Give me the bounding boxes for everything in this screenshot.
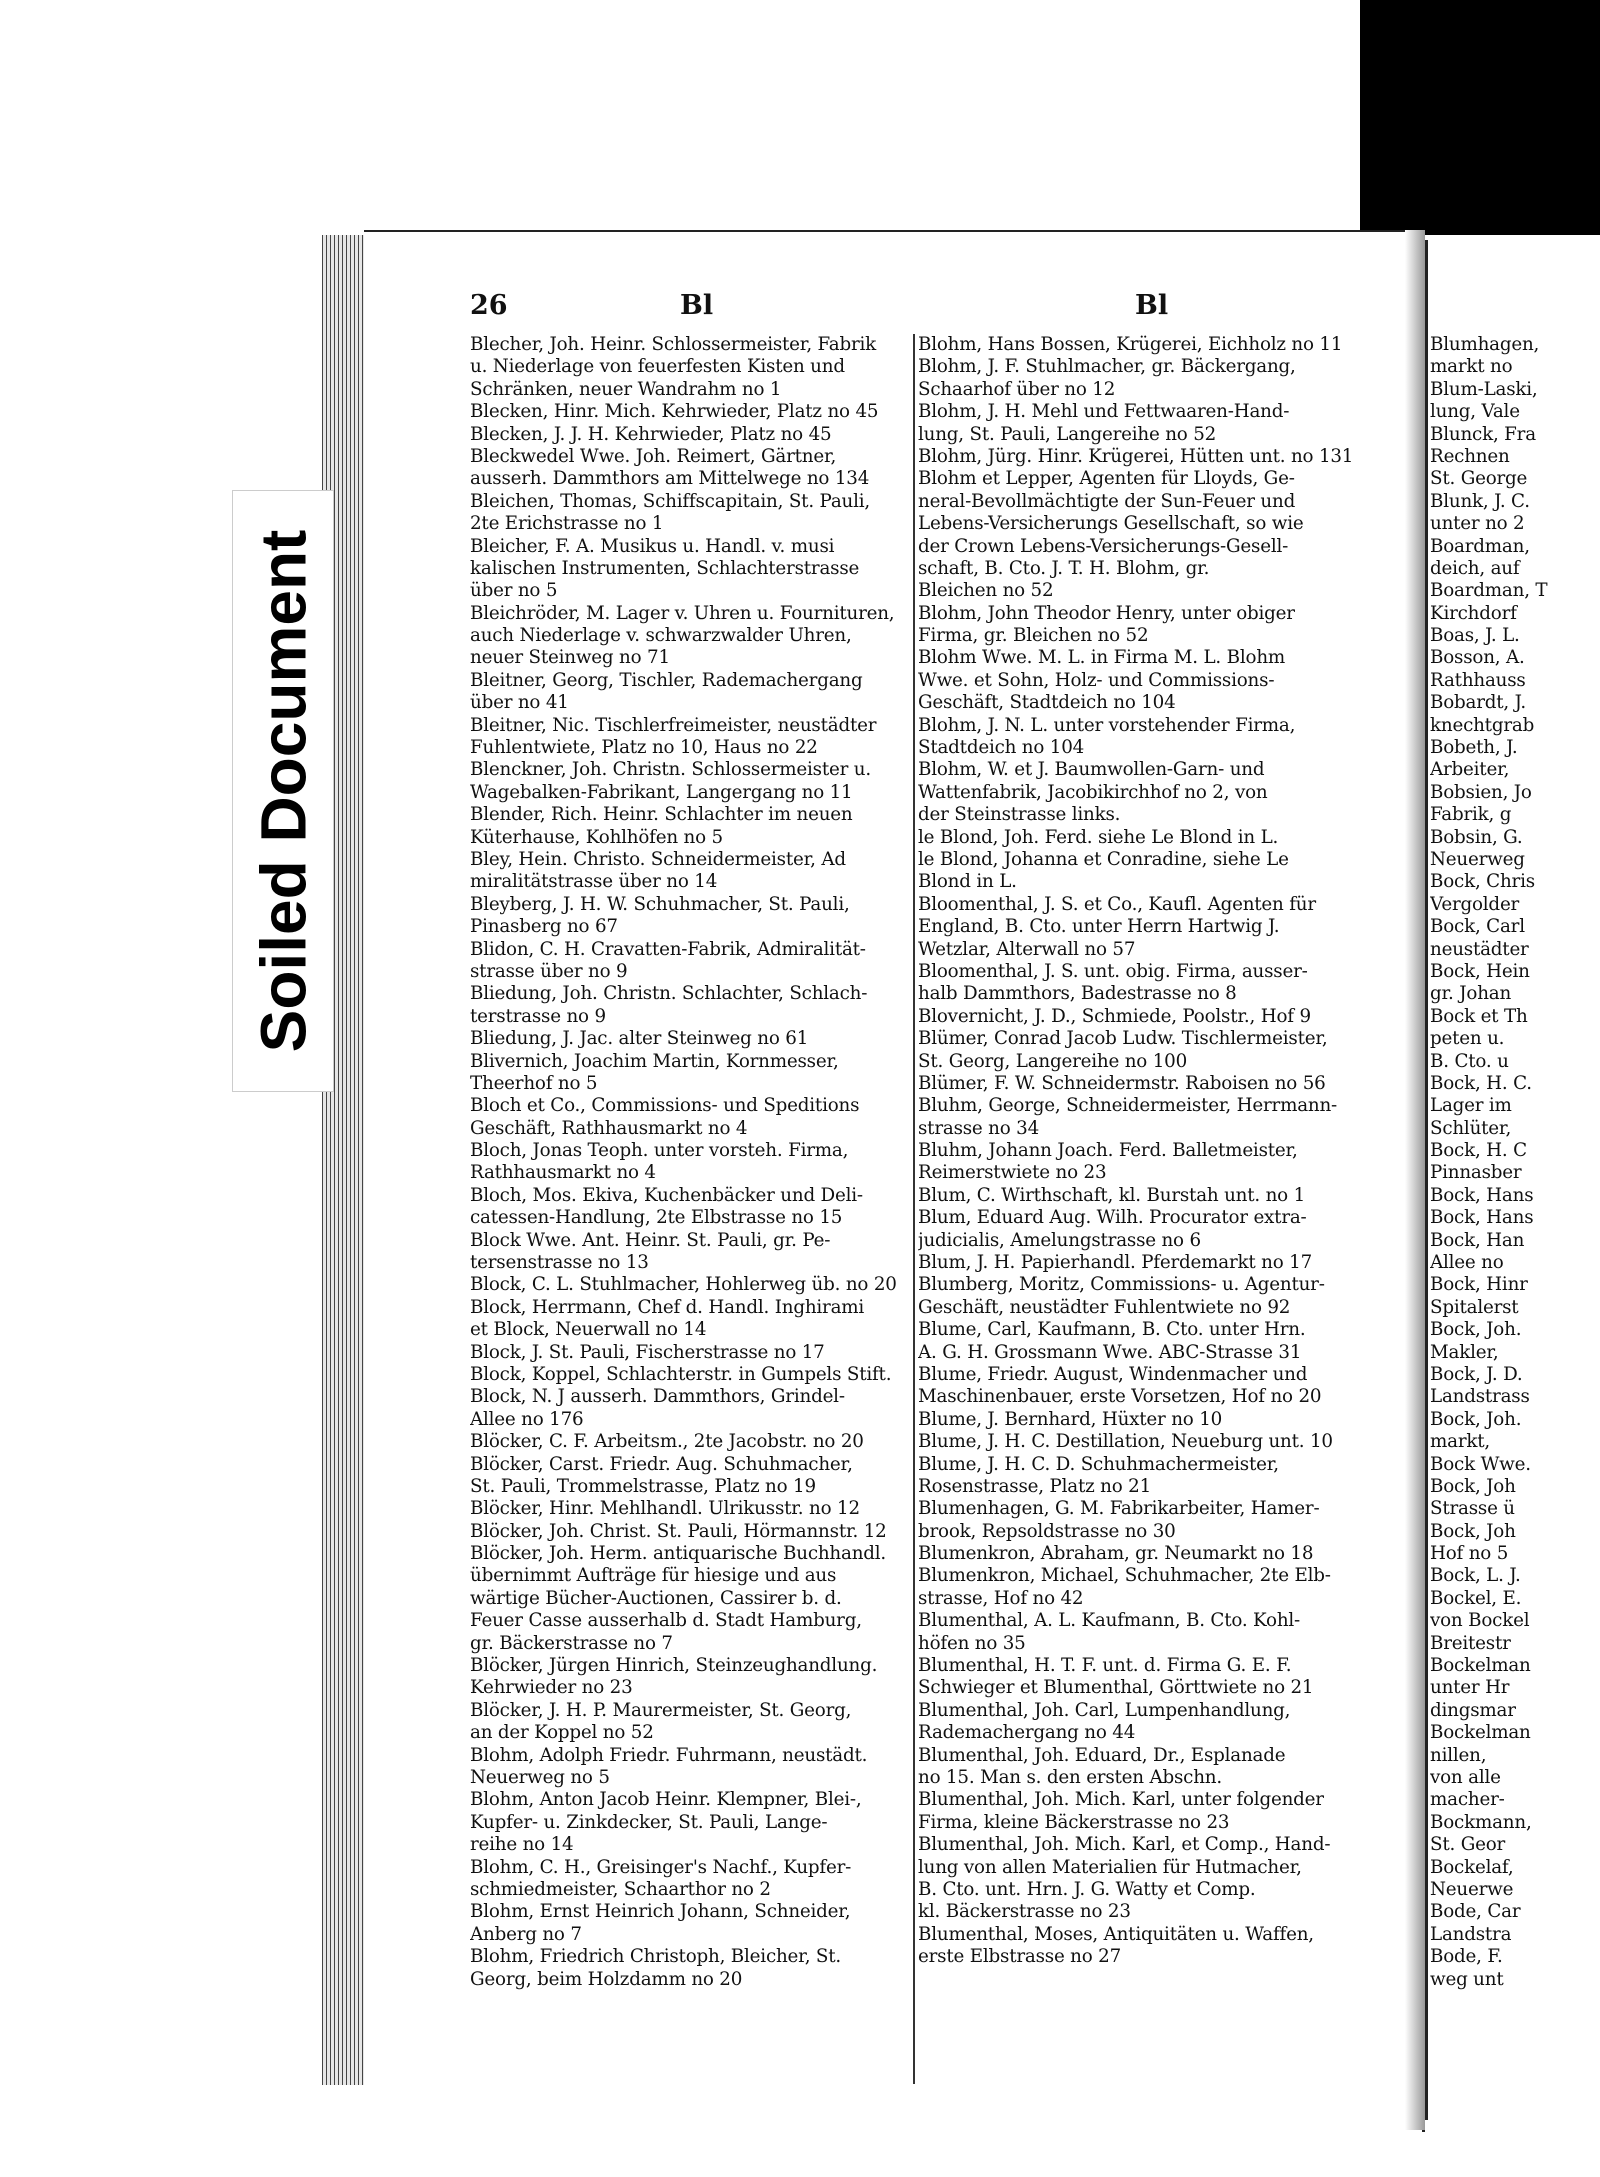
directory-entry-line: Blohm et Lepper, Agenten für Lloyds, Ge-	[918, 468, 1295, 490]
directory-entry-line: Blumenthal, Joh. Carl, Lumpenhandlung,	[918, 1699, 1291, 1721]
directory-entry-line: Bluhm, Johann Joach. Ferd. Balletmeister,	[918, 1140, 1298, 1162]
directory-entry-line: über no 5	[470, 580, 558, 602]
directory-entry-line: Fabrik, g	[1430, 804, 1512, 826]
directory-entry-line: Blumenhagen, G. M. Fabrikarbeiter, Hamer-	[918, 1498, 1320, 1520]
directory-entry-line: Blumenthal, A. L. Kaufmann, B. Cto. Kohl-	[918, 1610, 1301, 1632]
directory-entry-line: Neuerwe	[1430, 1878, 1514, 1900]
directory-entry-line: unter Hr	[1430, 1677, 1510, 1699]
directory-entry-line: tersenstrasse no 13	[470, 1252, 649, 1274]
directory-entry-line: Blohm, Anton Jacob Heinr. Klempner, Blei-,	[470, 1789, 862, 1811]
directory-entry-line: Kirchdorf	[1430, 602, 1517, 624]
directory-entry-line: Wwe. et Sohn, Holz- und Commissions-	[918, 669, 1275, 691]
directory-entry-line: Block, Koppel, Schlachterstr. in Gumpels Stift.	[470, 1363, 892, 1385]
directory-entry-line: Blecher, Joh. Heinr. Schlossermeister, Fabrik	[470, 334, 877, 355]
scanner-black-edge	[1360, 0, 1600, 235]
directory-entry-line: u. Niederlage von feuerfesten Kisten und	[470, 356, 845, 378]
directory-column-facing-page	[1430, 334, 1600, 1991]
directory-entry-line: Bleicher, F. A. Musikus u. Handl. v. musi	[470, 535, 835, 557]
directory-entry-line: Schwieger et Blumenthal, Görttwiete no 21	[918, 1677, 1314, 1699]
directory-entry-line: Blond in L.	[918, 871, 1017, 893]
directory-entry-line: markt no	[1430, 356, 1513, 378]
directory-entry-line: Blumenthal, Joh. Mich. Karl, unter folgender	[918, 1789, 1324, 1811]
directory-entry-line: B. Cto. unt. Hrn. J. G. Watty et Comp.	[918, 1878, 1256, 1900]
directory-entry-line: Bock, Hein	[1430, 960, 1530, 982]
directory-entry-line: Schaarhof über no 12	[918, 378, 1116, 400]
directory-entry-line: Blöcker, C. F. Arbeitsm., 2te Jacobstr. no 20	[470, 1431, 864, 1453]
directory-entry-line: Georg, beim Holzdamm no 20	[470, 1968, 743, 1990]
directory-entry-line: schaft, B. Cto. J. T. H. Blohm, gr.	[918, 557, 1210, 579]
directory-entry-line: strasse, Hof no 42	[918, 1587, 1084, 1609]
directory-entry-line: Blohm, J. H. Mehl und Fettwaaren-Hand-	[918, 401, 1290, 423]
directory-entry-line: Bock, Chris	[1430, 871, 1535, 893]
directory-entry-line: Kehrwieder no 23	[470, 1677, 633, 1699]
directory-entry-line: strasse no 34	[918, 1117, 1040, 1139]
directory-entry-line: Boardman, T	[1430, 580, 1548, 602]
directory-entry-line: Bliedung, Joh. Christn. Schlachter, Schlach-	[470, 983, 868, 1005]
directory-entry-line: Bliedung, J. Jac. alter Steinweg no 61	[470, 1028, 809, 1050]
directory-entry-line: Theerhof no 5	[470, 1072, 598, 1094]
directory-entry-line: Geschäft, neustädter Fuhlentwiete no 92	[918, 1296, 1291, 1318]
directory-entry-line: Makler,	[1430, 1341, 1499, 1363]
directory-entry-line: Bloomenthal, J. S. unt. obig. Firma, ausser-	[918, 960, 1308, 982]
directory-entry-line: Blumhagen,	[1430, 334, 1540, 355]
directory-entry-line: Bock, Carl	[1430, 916, 1525, 938]
directory-entry-line: macher-	[1430, 1789, 1505, 1811]
directory-entry-line: Blohm, W. et J. Baumwollen-Garn- und	[918, 759, 1265, 781]
directory-entry-line: Breitestr	[1430, 1632, 1511, 1654]
directory-entry-line: von Bockel	[1430, 1610, 1530, 1632]
directory-entry-line: Bobsien, Jo	[1430, 781, 1532, 803]
directory-entry-line: dingsmar	[1430, 1699, 1516, 1721]
directory-entry-line: England, B. Cto. unter Herrn Hartwig J.	[918, 916, 1280, 938]
directory-entry-line: Bock, Hans	[1430, 1207, 1534, 1229]
directory-entry-line: Spitalerst	[1430, 1296, 1519, 1318]
directory-entry-line: Hof no 5	[1430, 1543, 1509, 1565]
directory-entry-line: peten u.	[1430, 1028, 1505, 1050]
directory-entry-line: neral-Bevollmächtigte der Sun-Feuer und	[918, 490, 1296, 512]
directory-entry-line: Block, J. St. Pauli, Fischerstrasse no 17	[470, 1341, 825, 1363]
directory-entry-line: Bluhm, George, Schneidermeister, Herrmann-	[918, 1095, 1338, 1117]
directory-entry-line: Blumenthal, Moses, Antiquitäten u. Waffen,	[918, 1923, 1314, 1945]
directory-entry-line: Bloomenthal, J. S. et Co., Kaufl. Agenten für	[918, 893, 1316, 915]
directory-entry-line: B. Cto. u	[1430, 1050, 1509, 1072]
directory-entry-line: Blume, J. Bernhard, Hüxter no 10	[918, 1408, 1223, 1430]
directory-entry-line: Blum, J. H. Papierhandl. Pferdemarkt no 17	[918, 1252, 1313, 1274]
directory-entry-line: Bock et Th	[1430, 1005, 1528, 1027]
directory-entry-line: Bley, Hein. Christo. Schneidermeister, Ad	[470, 848, 846, 870]
directory-entry-line: der Crown Lebens-Versicherungs-Gesell-	[918, 535, 1289, 557]
column-divider	[913, 334, 915, 2084]
directory-entry-line: lung, Vale	[1430, 401, 1520, 423]
book-spine	[1405, 230, 1425, 2130]
directory-entry-line: deich, auf	[1430, 557, 1520, 579]
directory-entry-line: Wetzlar, Alterwall no 57	[918, 938, 1136, 960]
directory-entry-line: Bockelman	[1430, 1655, 1531, 1677]
directory-entry-line: unter no 2	[1430, 513, 1525, 535]
directory-entry-line: Pinnasber	[1430, 1162, 1522, 1184]
directory-entry-line: Reimerstwiete no 23	[918, 1162, 1107, 1184]
directory-entry-line: Blecken, J. J. H. Kehrwieder, Platz no 45	[470, 423, 832, 445]
directory-entry-line: kalischen Instrumenten, Schlachterstrasse	[470, 557, 860, 579]
directory-entry-line: catessen-Handlung, 2te Elbstrasse no 15	[470, 1207, 843, 1229]
directory-entry-line: Bock, Joh	[1430, 1520, 1516, 1542]
directory-entry-line: 2te Erichstrasse no 1	[470, 513, 664, 535]
directory-entry-line: Bleitner, Nic. Tischlerfreimeister, neustädter	[470, 714, 877, 736]
directory-entry-line: Blohm, C. H., Greisinger's Nachf., Kupfer-	[470, 1856, 852, 1878]
directory-entry-line: Anberg no 7	[470, 1923, 582, 1945]
directory-entry-line: höfen no 35	[918, 1632, 1026, 1654]
directory-entry-line: Blume, J. H. C. Destillation, Neueburg unt. 10	[918, 1431, 1333, 1453]
directory-entry-line: Rathhauss	[1430, 669, 1526, 691]
directory-entry-line: Bock, H. C	[1430, 1140, 1527, 1162]
directory-entry-line: Bleichen, Thomas, Schiffscapitain, St. Pauli,	[470, 490, 871, 512]
directory-entry-line: Block, C. L. Stuhlmacher, Hohlerweg üb. no 20	[470, 1274, 897, 1296]
directory-entry-line: Bock, Joh	[1430, 1475, 1516, 1497]
directory-entry-line: St. Pauli, Trommelstrasse, Platz no 19	[470, 1475, 816, 1497]
directory-entry-line: Boas, J. L.	[1430, 625, 1520, 647]
directory-entry-line: Rosenstrasse, Platz no 21	[918, 1475, 1152, 1497]
directory-entry-line: Landstrass	[1430, 1386, 1530, 1408]
directory-entry-line: St. Georg, Langereihe no 100	[918, 1050, 1188, 1072]
directory-entry-line: Blumenthal, Joh. Eduard, Dr., Esplanade	[918, 1744, 1286, 1766]
directory-entry-line: Bock Wwe.	[1430, 1453, 1531, 1475]
directory-entry-line: Wagebalken-Fabrikant, Langergang no 11	[470, 781, 853, 803]
soiled-document-stamp	[232, 490, 334, 1092]
directory-entry-line: Bock, H. C.	[1430, 1072, 1532, 1094]
directory-entry-line: Bockmann,	[1430, 1811, 1532, 1833]
directory-entry-line: schmiedmeister, Schaarthor no 2	[470, 1878, 771, 1900]
directory-entry-line: Blöcker, J. H. P. Maurermeister, St. Georg,	[470, 1699, 852, 1721]
directory-entry-line: über no 41	[470, 692, 569, 714]
directory-entry-line: Blöcker, Carst. Friedr. Aug. Schuhmacher,	[470, 1453, 853, 1475]
directory-column-middle	[918, 334, 1366, 1969]
directory-entry-line: Blunk, J. C.	[1430, 490, 1530, 512]
directory-entry-line: Blumenkron, Abraham, gr. Neumarkt no 18	[918, 1543, 1314, 1565]
left-column-heading: Bl	[680, 290, 714, 321]
directory-entry-line: Bleyberg, J. H. W. Schuhmacher, St. Pauli,	[470, 893, 850, 915]
directory-entry-line: Blender, Rich. Heinr. Schlachter im neuen	[470, 804, 853, 826]
directory-entry-line: Allee no	[1430, 1252, 1504, 1274]
directory-entry-line: Feuer Casse ausserhalb d. Stadt Hamburg,	[470, 1610, 862, 1632]
directory-entry-line: Blecken, Hinr. Mich. Kehrwieder, Platz no 45	[470, 401, 879, 423]
directory-entry-line: Rechnen	[1430, 445, 1510, 467]
directory-entry-line: Blumberg, Moritz, Commissions- u. Agentur-	[918, 1274, 1325, 1296]
directory-entry-line: Blume, Carl, Kaufmann, B. Cto. unter Hrn.	[918, 1319, 1306, 1341]
directory-entry-line: Allee no 176	[470, 1408, 584, 1430]
directory-entry-line: nillen,	[1430, 1744, 1487, 1766]
directory-entry-line: Blöcker, Joh. Herm. antiquarische Buchhandl.	[470, 1543, 887, 1565]
directory-entry-line: Blidon, C. H. Cravatten-Fabrik, Admiralität-	[470, 938, 866, 960]
directory-entry-line: Blume, Friedr. August, Windenmacher und	[918, 1363, 1308, 1385]
directory-entry-line: auch Niederlage v. schwarzwalder Uhren,	[470, 625, 852, 647]
directory-entry-line: no 15. Man s. den ersten Abschn.	[918, 1767, 1222, 1788]
directory-entry-line: Firma, gr. Bleichen no 52	[918, 625, 1149, 647]
stamp-label: Soiled Document	[247, 529, 319, 1053]
directory-entry-line: Blohm, Ernst Heinrich Johann, Schneider,	[470, 1901, 851, 1923]
directory-entry-line: Blohm, J. F. Stuhlmacher, gr. Bäckergang,	[918, 356, 1296, 378]
directory-entry-line: terstrasse no 9	[470, 1005, 606, 1027]
directory-entry-line: Bloch et Co., Commissions- und Speditions	[470, 1095, 860, 1117]
directory-entry-line: Block Wwe. Ant. Heinr. St. Pauli, gr. Pe-	[470, 1229, 831, 1251]
directory-entry-line: erste Elbstrasse no 27	[918, 1946, 1122, 1968]
directory-entry-line: Lebens-Versicherungs Gesellschaft, so wie	[918, 513, 1304, 535]
directory-entry-line: Bock, Joh.	[1430, 1319, 1522, 1341]
directory-entry-line: Blöcker, Hinr. Mehlhandl. Ulrikusstr. no 12	[470, 1498, 860, 1520]
directory-entry-line: Blöcker, Joh. Christ. St. Pauli, Hörmannstr. 12	[470, 1520, 887, 1542]
directory-entry-line: Bock, J. D.	[1430, 1363, 1523, 1385]
directory-entry-line: Küterhause, Kohlhöfen no 5	[470, 826, 723, 848]
directory-entry-line: Blumenthal, Joh. Mich. Karl, et Comp., Hand-	[918, 1834, 1331, 1856]
directory-entry-line: Maschinenbauer, erste Vorsetzen, Hof no 20	[918, 1386, 1322, 1408]
directory-entry-line: A. G. H. Grossmann Wwe. ABC-Strasse 31	[918, 1341, 1302, 1363]
directory-entry-line: St. George	[1430, 468, 1528, 490]
directory-entry-line: neuer Steinweg no 71	[470, 647, 670, 669]
directory-entry-line: Blohm, Friedrich Christoph, Bleicher, St.	[470, 1946, 842, 1968]
directory-entry-line: Blohm, Jürg. Hinr. Krügerei, Hütten unt. no 131	[918, 445, 1354, 467]
directory-entry-line: Bobsin, G.	[1430, 826, 1523, 848]
directory-entry-line: Stadtdeich no 104	[918, 737, 1085, 759]
directory-entry-line: Blohm, Hans Bossen, Krügerei, Eichholz no 11	[918, 334, 1343, 355]
directory-entry-line: Blohm, J. N. L. unter vorstehender Firma,	[918, 714, 1296, 736]
directory-entry-line: Geschäft, Rathhausmarkt no 4	[470, 1117, 748, 1139]
directory-entry-line: von alle	[1430, 1767, 1501, 1788]
directory-entry-line: Bobardt, J.	[1430, 692, 1526, 714]
directory-entry-line: halb Dammthors, Badestrasse no 8	[918, 983, 1237, 1005]
directory-entry-line: Bock, L. J.	[1430, 1565, 1521, 1587]
directory-entry-line: Schränken, neuer Wandrahm no 1	[470, 378, 782, 400]
directory-entry-line: Lager im	[1430, 1095, 1512, 1117]
directory-entry-line: der Steinstrasse links.	[918, 804, 1121, 826]
directory-entry-line: Blum, Eduard Aug. Wilh. Procurator extra-	[918, 1207, 1307, 1229]
directory-entry-line: Blovernicht, J. D., Schmiede, Poolstr., Hof 9	[918, 1005, 1311, 1027]
directory-entry-line: Blümer, Conrad Jacob Ludw. Tischlermeister,	[918, 1028, 1328, 1050]
directory-entry-line: an der Koppel no 52	[470, 1722, 654, 1744]
directory-entry-line: Neuerweg	[1430, 848, 1525, 870]
directory-entry-line: Bock, Han	[1430, 1229, 1525, 1251]
directory-entry-line: Bloch, Jonas Teoph. unter vorsteh. Firma,	[470, 1140, 849, 1162]
directory-entry-line: markt,	[1430, 1431, 1491, 1453]
directory-entry-line: Block, N. J ausserh. Dammthors, Grindel-	[470, 1386, 845, 1408]
directory-entry-line: Bock, Joh.	[1430, 1408, 1522, 1430]
directory-entry-line: Blumenkron, Michael, Schuhmacher, 2te Elb-	[918, 1565, 1331, 1587]
directory-entry-line: Bock, Hans	[1430, 1184, 1534, 1206]
right-column-heading: Bl	[1135, 290, 1169, 321]
directory-entry-line: gr. Johan	[1430, 983, 1512, 1005]
directory-entry-line: Bleckwedel Wwe. Joh. Reimert, Gärtner,	[470, 445, 837, 467]
directory-entry-line: Blunck, Fra	[1430, 423, 1536, 445]
directory-entry-line: weg unt	[1430, 1968, 1504, 1990]
directory-entry-line: Arbeiter,	[1430, 759, 1510, 781]
directory-entry-line: ausserh. Dammthors am Mittelwege no 134	[470, 468, 870, 490]
directory-entry-line: Blenckner, Joh. Christn. Schlossermeister u.	[470, 759, 871, 781]
directory-entry-line: Blum-Laski,	[1430, 378, 1538, 400]
directory-entry-line: Neuerweg no 5	[470, 1767, 610, 1788]
directory-entry-line: miralitätstrasse über no 14	[470, 871, 718, 893]
directory-entry-line: Bode, Car	[1430, 1901, 1521, 1923]
directory-entry-line: Bleichröder, M. Lager v. Uhren u. Fournituren,	[470, 602, 895, 624]
directory-entry-line: strasse über no 9	[470, 960, 628, 982]
directory-entry-line: Blohm, John Theodor Henry, unter obiger	[918, 602, 1295, 624]
directory-entry-line: neustädter	[1430, 938, 1529, 960]
directory-entry-line: Wattenfabrik, Jacobikirchhof no 2, von	[918, 781, 1268, 803]
directory-entry-line: Boardman,	[1430, 535, 1530, 557]
directory-entry-line: knechtgrab	[1430, 714, 1535, 736]
directory-entry-line: Bode, F.	[1430, 1946, 1503, 1968]
directory-entry-line: St. Geor	[1430, 1834, 1506, 1856]
directory-entry-line: Bockelaf,	[1430, 1856, 1514, 1878]
directory-entry-line: le Blond, Johanna et Conradine, siehe Le	[918, 848, 1289, 870]
directory-entry-line: Fuhlentwiete, Platz no 10, Haus no 22	[470, 737, 818, 759]
directory-entry-line: lung von allen Materialien für Hutmacher,	[918, 1856, 1302, 1878]
directory-entry-line: kl. Bäckerstrasse no 23	[918, 1901, 1131, 1923]
directory-entry-line: Blohm Wwe. M. L. in Firma M. L. Blohm	[918, 647, 1286, 669]
directory-entry-line: Kupfer- u. Zinkdecker, St. Pauli, Lange-	[470, 1811, 828, 1833]
directory-entry-line: Bockel, E.	[1430, 1587, 1522, 1609]
directory-entry-line: Blum, C. Wirthschaft, kl. Burstah unt. no 1	[918, 1184, 1306, 1206]
directory-entry-line: Strasse ü	[1430, 1498, 1515, 1520]
directory-entry-line: brook, Repsoldstrasse no 30	[918, 1520, 1176, 1542]
directory-entry-line: Blümer, F. W. Schneidermstr. Raboisen no 56	[918, 1072, 1326, 1094]
directory-entry-line: Geschäft, Stadtdeich no 104	[918, 692, 1176, 714]
directory-entry-line: Blumenthal, H. T. F. unt. d. Firma G. E. F.	[918, 1655, 1292, 1677]
directory-entry-line: Bosson, A.	[1430, 647, 1525, 669]
directory-entry-line: Vergolder	[1430, 893, 1520, 915]
directory-entry-line: Landstra	[1430, 1923, 1512, 1945]
directory-entry-line: übernimmt Aufträge für hiesige und aus	[470, 1565, 837, 1587]
directory-entry-line: Pinasberg no 67	[470, 916, 618, 938]
directory-entry-line: Rathhausmarkt no 4	[470, 1162, 656, 1184]
directory-entry-line: judicialis, Amelungstrasse no 6	[918, 1229, 1201, 1251]
directory-entry-line: Block, Herrmann, Chef d. Handl. Inghirami	[470, 1296, 865, 1318]
directory-entry-line: reihe no 14	[470, 1834, 574, 1856]
directory-entry-line: Blume, J. H. C. D. Schuhmachermeister,	[918, 1453, 1279, 1475]
directory-entry-line: lung, St. Pauli, Langereihe no 52	[918, 423, 1217, 445]
directory-entry-line: Bloch, Mos. Ekiva, Kuchenbäcker und Deli-	[470, 1184, 863, 1206]
directory-entry-line: Rademachergang no 44	[918, 1722, 1136, 1744]
directory-entry-line: et Block, Neuerwall no 14	[470, 1319, 707, 1341]
directory-entry-line: Bleichen no 52	[918, 580, 1054, 602]
page-number: 26	[470, 290, 508, 321]
directory-entry-line: Bock, Hinr	[1430, 1274, 1528, 1296]
directory-entry-line: Blöcker, Jürgen Hinrich, Steinzeughandlung.	[470, 1655, 878, 1677]
directory-entry-line: Bobeth, J.	[1430, 737, 1518, 759]
directory-entry-line: Schlüter,	[1430, 1117, 1512, 1139]
directory-column-left	[470, 334, 910, 1991]
directory-entry-line: wärtige Bücher-Auctionen, Cassirer b. d.	[470, 1587, 842, 1609]
directory-entry-line: le Blond, Joh. Ferd. siehe Le Blond in L.	[918, 826, 1279, 848]
directory-entry-line: Bleitner, Georg, Tischler, Rademachergang	[470, 669, 863, 691]
directory-entry-line: gr. Bäckerstrasse no 7	[470, 1632, 673, 1654]
directory-entry-line: Blivernich, Joachim Martin, Kornmesser,	[470, 1050, 839, 1072]
directory-entry-line: Bockelman	[1430, 1722, 1531, 1744]
directory-entry-line: Blohm, Adolph Friedr. Fuhrmann, neustädt.	[470, 1744, 868, 1766]
directory-entry-line: Firma, kleine Bäckerstrasse no 23	[918, 1811, 1230, 1833]
